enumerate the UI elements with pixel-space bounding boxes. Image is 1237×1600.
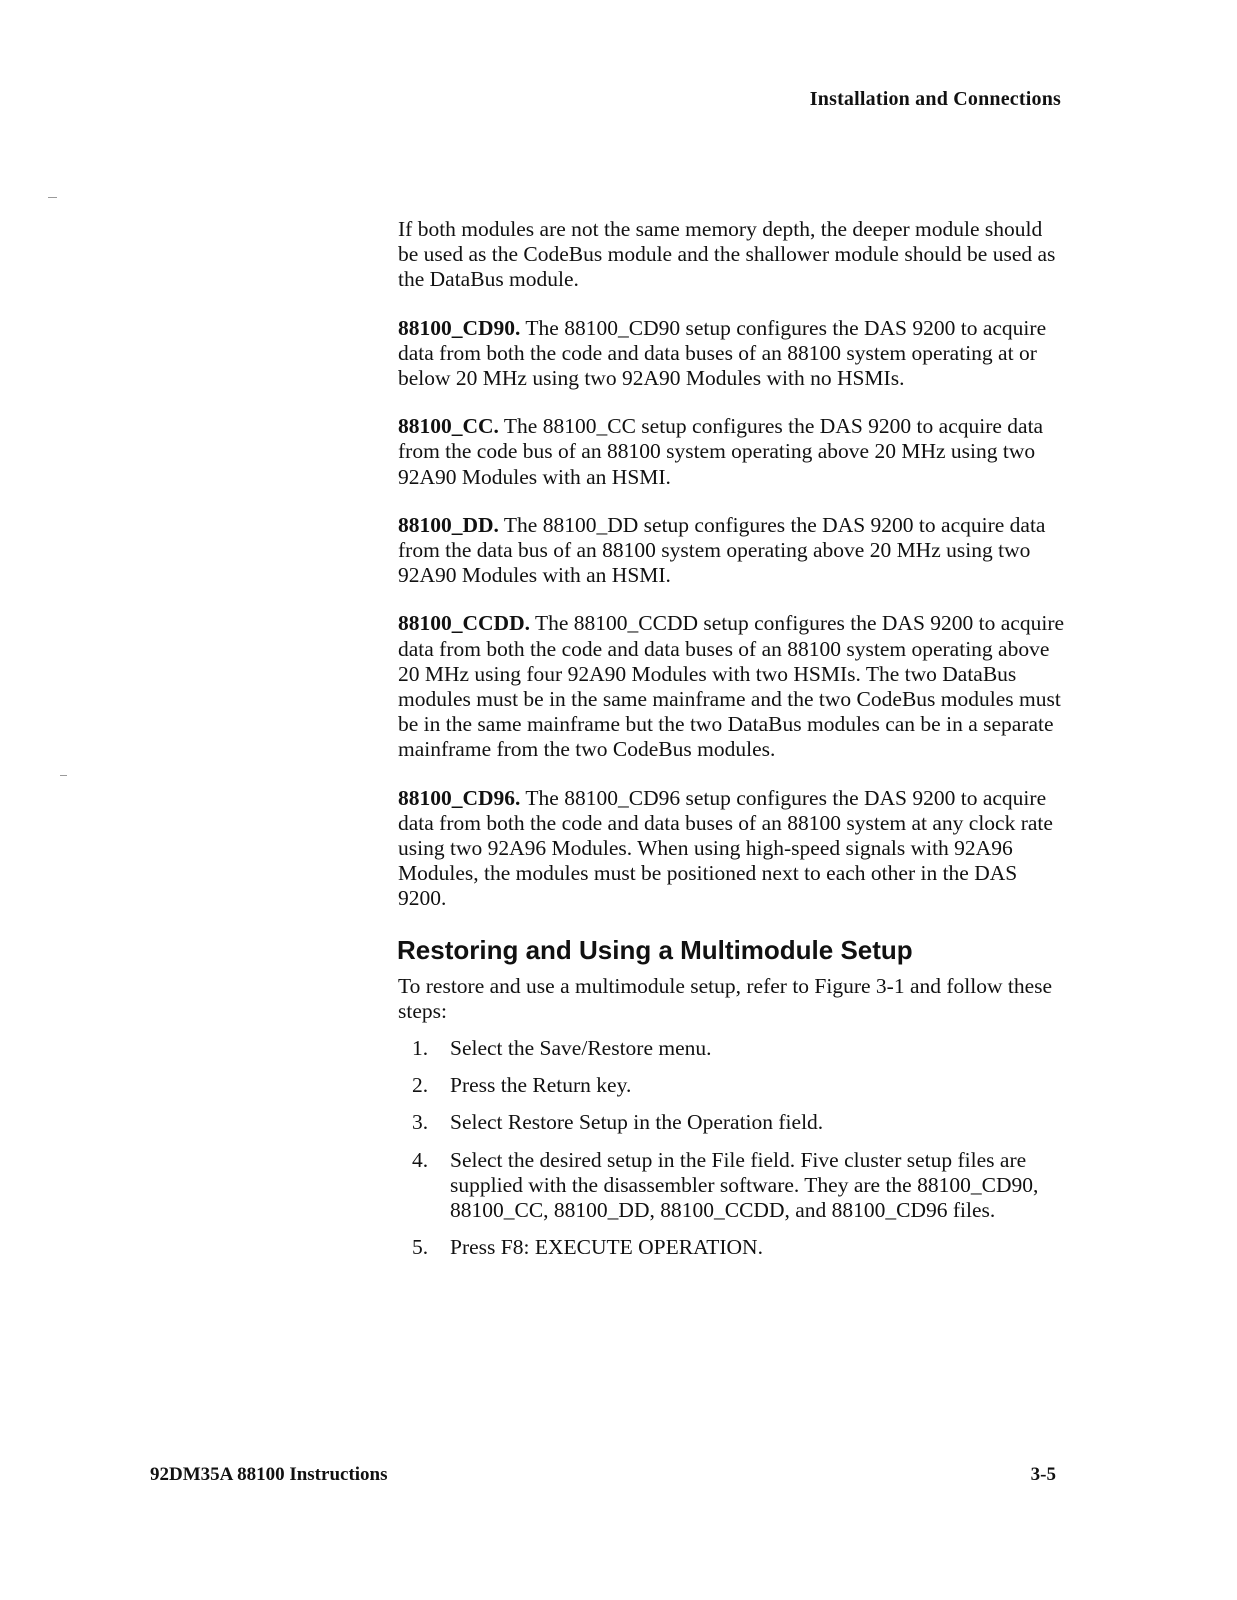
step-text: Select the desired setup in the File field. Five cluster setup files are supplied with the disassembler software. They are the 88100_CD90, 88100_CC, 88100_DD, 88100_CCDD, and 88100_CD96 files. (450, 1147, 1039, 1223)
step-number: 1. (412, 1036, 429, 1061)
paragraph-text: If both modules are not the same memory depth, the deeper module should be used as the CodeBus module and the shallower module should be used as the DataBus module. (398, 217, 1056, 292)
paragraph-88100-cd96 (398, 786, 1066, 912)
step-text: Press the Return key. (450, 1073, 632, 1098)
scan-mark (48, 197, 57, 198)
step-text: Select Restore Setup in the Operation field. (450, 1110, 824, 1135)
paragraph-text: The 88100_CCDD setup configures the DAS 9200 to acquire data from both the code and data buses of an 88100 system operating above 20 MHz using four 92A90 Modules with two HSMIs. The two DataBus modules must be in the same mainframe and the two CodeBus modules must be in the same mainframe but the two DataBus modules can be in a separate mainframe from the two CodeBus modules. (398, 611, 1065, 762)
step-item (398, 1073, 1066, 1098)
paragraph-text: The 88100_DD setup configures the DAS 9200 to acquire data from the data bus of an 88100 system operating above 20 MHz using two 92A90 Modules with an HSMI. (398, 512, 1046, 588)
section-intro: To restore and use a multimodule setup, refer to Figure 3-1 and follow these steps: (398, 973, 1053, 1023)
step-number: 4. (412, 1147, 429, 1172)
setup-term: 88100_CC. (398, 414, 499, 439)
paragraph-text: The 88100_CC setup configures the DAS 9200 to acquire data from the code bus of an 88100 system operating above 20 MHz using two 92A90 Modules with an HSMI. (398, 414, 1044, 489)
running-header: Installation and Connections (809, 88, 1061, 110)
step-text: Press F8: EXECUTE OPERATION. (450, 1235, 763, 1260)
paragraph-memory-depth (398, 217, 1066, 293)
step-text: Select the Save/Restore menu. (450, 1036, 712, 1061)
step-item (398, 1148, 1066, 1224)
setup-term: 88100_CD90. (398, 315, 521, 340)
paragraph-text: The 88100_CD90 setup configures the DAS 9200 to acquire data from both the code and data buses of an 88100 system operating at or below 20 MHz using two 92A90 Modules with no HSMIs. (398, 315, 1047, 391)
paragraph-88100-ccdd (398, 611, 1066, 762)
section-heading: Restoring and Using a Multimodule Setup (397, 934, 913, 965)
step-item (398, 1110, 1066, 1135)
paragraph-88100-cc (398, 414, 1066, 490)
step-number: 2. (412, 1073, 429, 1098)
paragraph-88100-dd (398, 513, 1066, 589)
setup-term: 88100_CCDD. (398, 611, 530, 636)
step-number: 5. (412, 1235, 429, 1260)
step-item (398, 1036, 1066, 1061)
paragraph-text: The 88100_CD96 setup configures the DAS 9200 to acquire data from both the code and data buses of an 88100 system at any clock rate using two 92A96 Modules. When using high-speed signals with 92A96 Modules, the modules must be positioned next to each other in the DAS 9200. (398, 785, 1053, 911)
step-item (398, 1235, 1066, 1260)
paragraph-88100-cd90 (398, 316, 1066, 392)
steps-list (398, 1036, 1066, 1260)
step-number: 3. (412, 1110, 429, 1135)
setup-term: 88100_CD96. (398, 785, 521, 810)
scan-mark (60, 775, 67, 776)
setup-term: 88100_DD. (398, 512, 499, 537)
page-body (398, 217, 1066, 1273)
footer-page-number: 3-5 (1030, 1464, 1056, 1485)
footer-document-title: 92DM35A 88100 Instructions (150, 1464, 388, 1485)
